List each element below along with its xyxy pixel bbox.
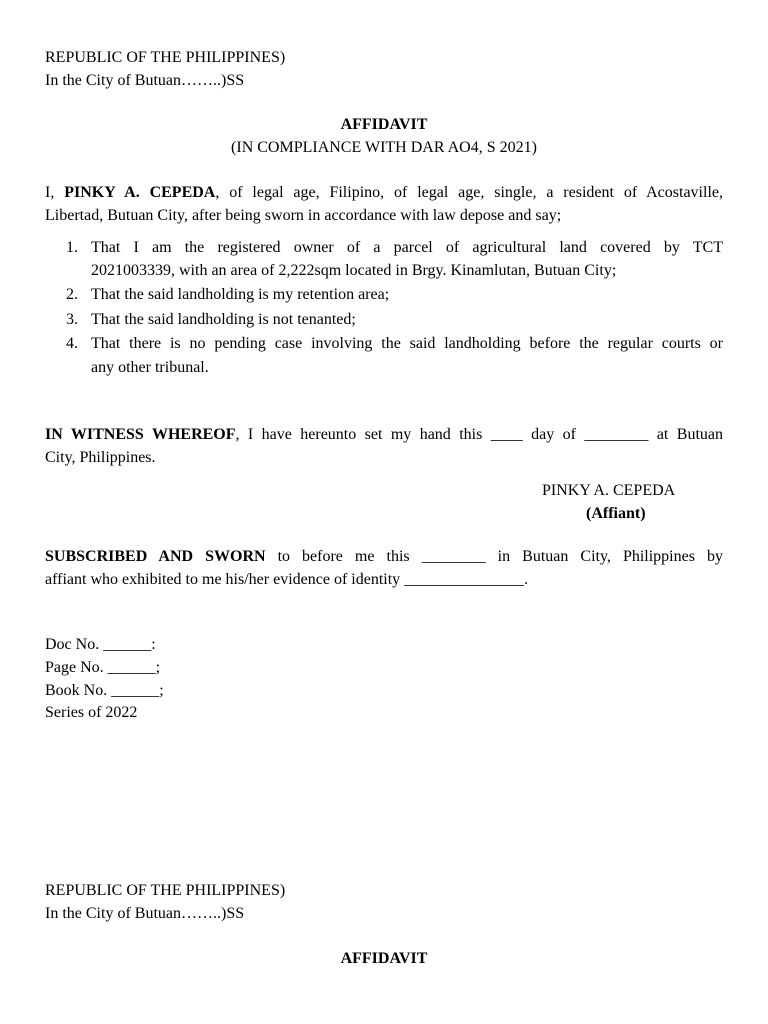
page-number: Page No. ______; xyxy=(45,659,161,676)
book-number: Book No. ______; xyxy=(45,682,164,699)
item-text: That the said landholding is not tenanted; xyxy=(91,311,356,328)
list-item xyxy=(45,237,723,259)
list-item xyxy=(45,284,389,306)
subscribed-line-2: affiant who exhibited to me his/her evidence of identity _______________. xyxy=(45,571,529,588)
subscribed-heading: SUBSCRIBED AND SWORN xyxy=(45,548,266,565)
witness-line-1 xyxy=(45,424,723,446)
list-item-continuation: any other tribunal. xyxy=(91,359,209,376)
intro-line-1 xyxy=(45,182,723,204)
item-text: That I am the registered owner of a parcel of agricultural land covered by TCT xyxy=(91,239,723,256)
intro-prefix: I, xyxy=(45,184,65,201)
list-item xyxy=(45,309,356,331)
intro-line-2: Libertad, Butuan City, after being sworn in accordance with law depose and say; xyxy=(45,207,562,224)
item-text: That the said landholding is my retention area; xyxy=(91,286,390,303)
witness-line-2: City, Philippines. xyxy=(45,449,156,466)
witness-rest: , I have hereunto set my hand this ____ day of ________ at Butuan xyxy=(235,426,724,443)
intro-rest: , of legal age, Filipino, of legal age, single, a resident of Acostaville, xyxy=(215,184,723,201)
document-subtitle: (IN COMPLIANCE WITH DAR AO4, S 2021) xyxy=(231,139,537,156)
header-city: In the City of Butuan……..)SS xyxy=(45,72,245,89)
item-number: 3. xyxy=(66,311,78,328)
item-text: That there is no pending case involving the said landholding before the regular courts or xyxy=(91,335,723,352)
signature-role: (Affiant) xyxy=(586,505,646,522)
item-number: 2. xyxy=(66,286,78,303)
signature-name: PINKY A. CEPEDA xyxy=(542,482,676,499)
series-year: Series of 2022 xyxy=(45,704,138,721)
header-republic-2: REPUBLIC OF THE PHILIPPINES) xyxy=(45,882,286,899)
item-number: 4. xyxy=(66,335,78,352)
header-city-2: In the City of Butuan……..)SS xyxy=(45,905,245,922)
item-number: 1. xyxy=(66,239,78,256)
doc-number: Doc No. ______: xyxy=(45,636,156,653)
subscribed-line-1 xyxy=(45,546,723,568)
list-item-continuation: 2021003339, with an area of 2,222sqm located in Brgy. Kinamlutan, Butuan City; xyxy=(91,262,617,279)
subscribed-rest: to before me this ________ in Butuan City, Philippines by xyxy=(265,548,723,565)
list-item xyxy=(45,333,723,355)
witness-heading: IN WITNESS WHEREOF xyxy=(45,426,236,443)
affiant-name: PINKY A. CEPEDA xyxy=(64,184,216,201)
document-title: AFFIDAVIT xyxy=(340,116,428,133)
document-title-2: AFFIDAVIT xyxy=(340,950,428,967)
header-republic: REPUBLIC OF THE PHILIPPINES) xyxy=(45,49,286,66)
